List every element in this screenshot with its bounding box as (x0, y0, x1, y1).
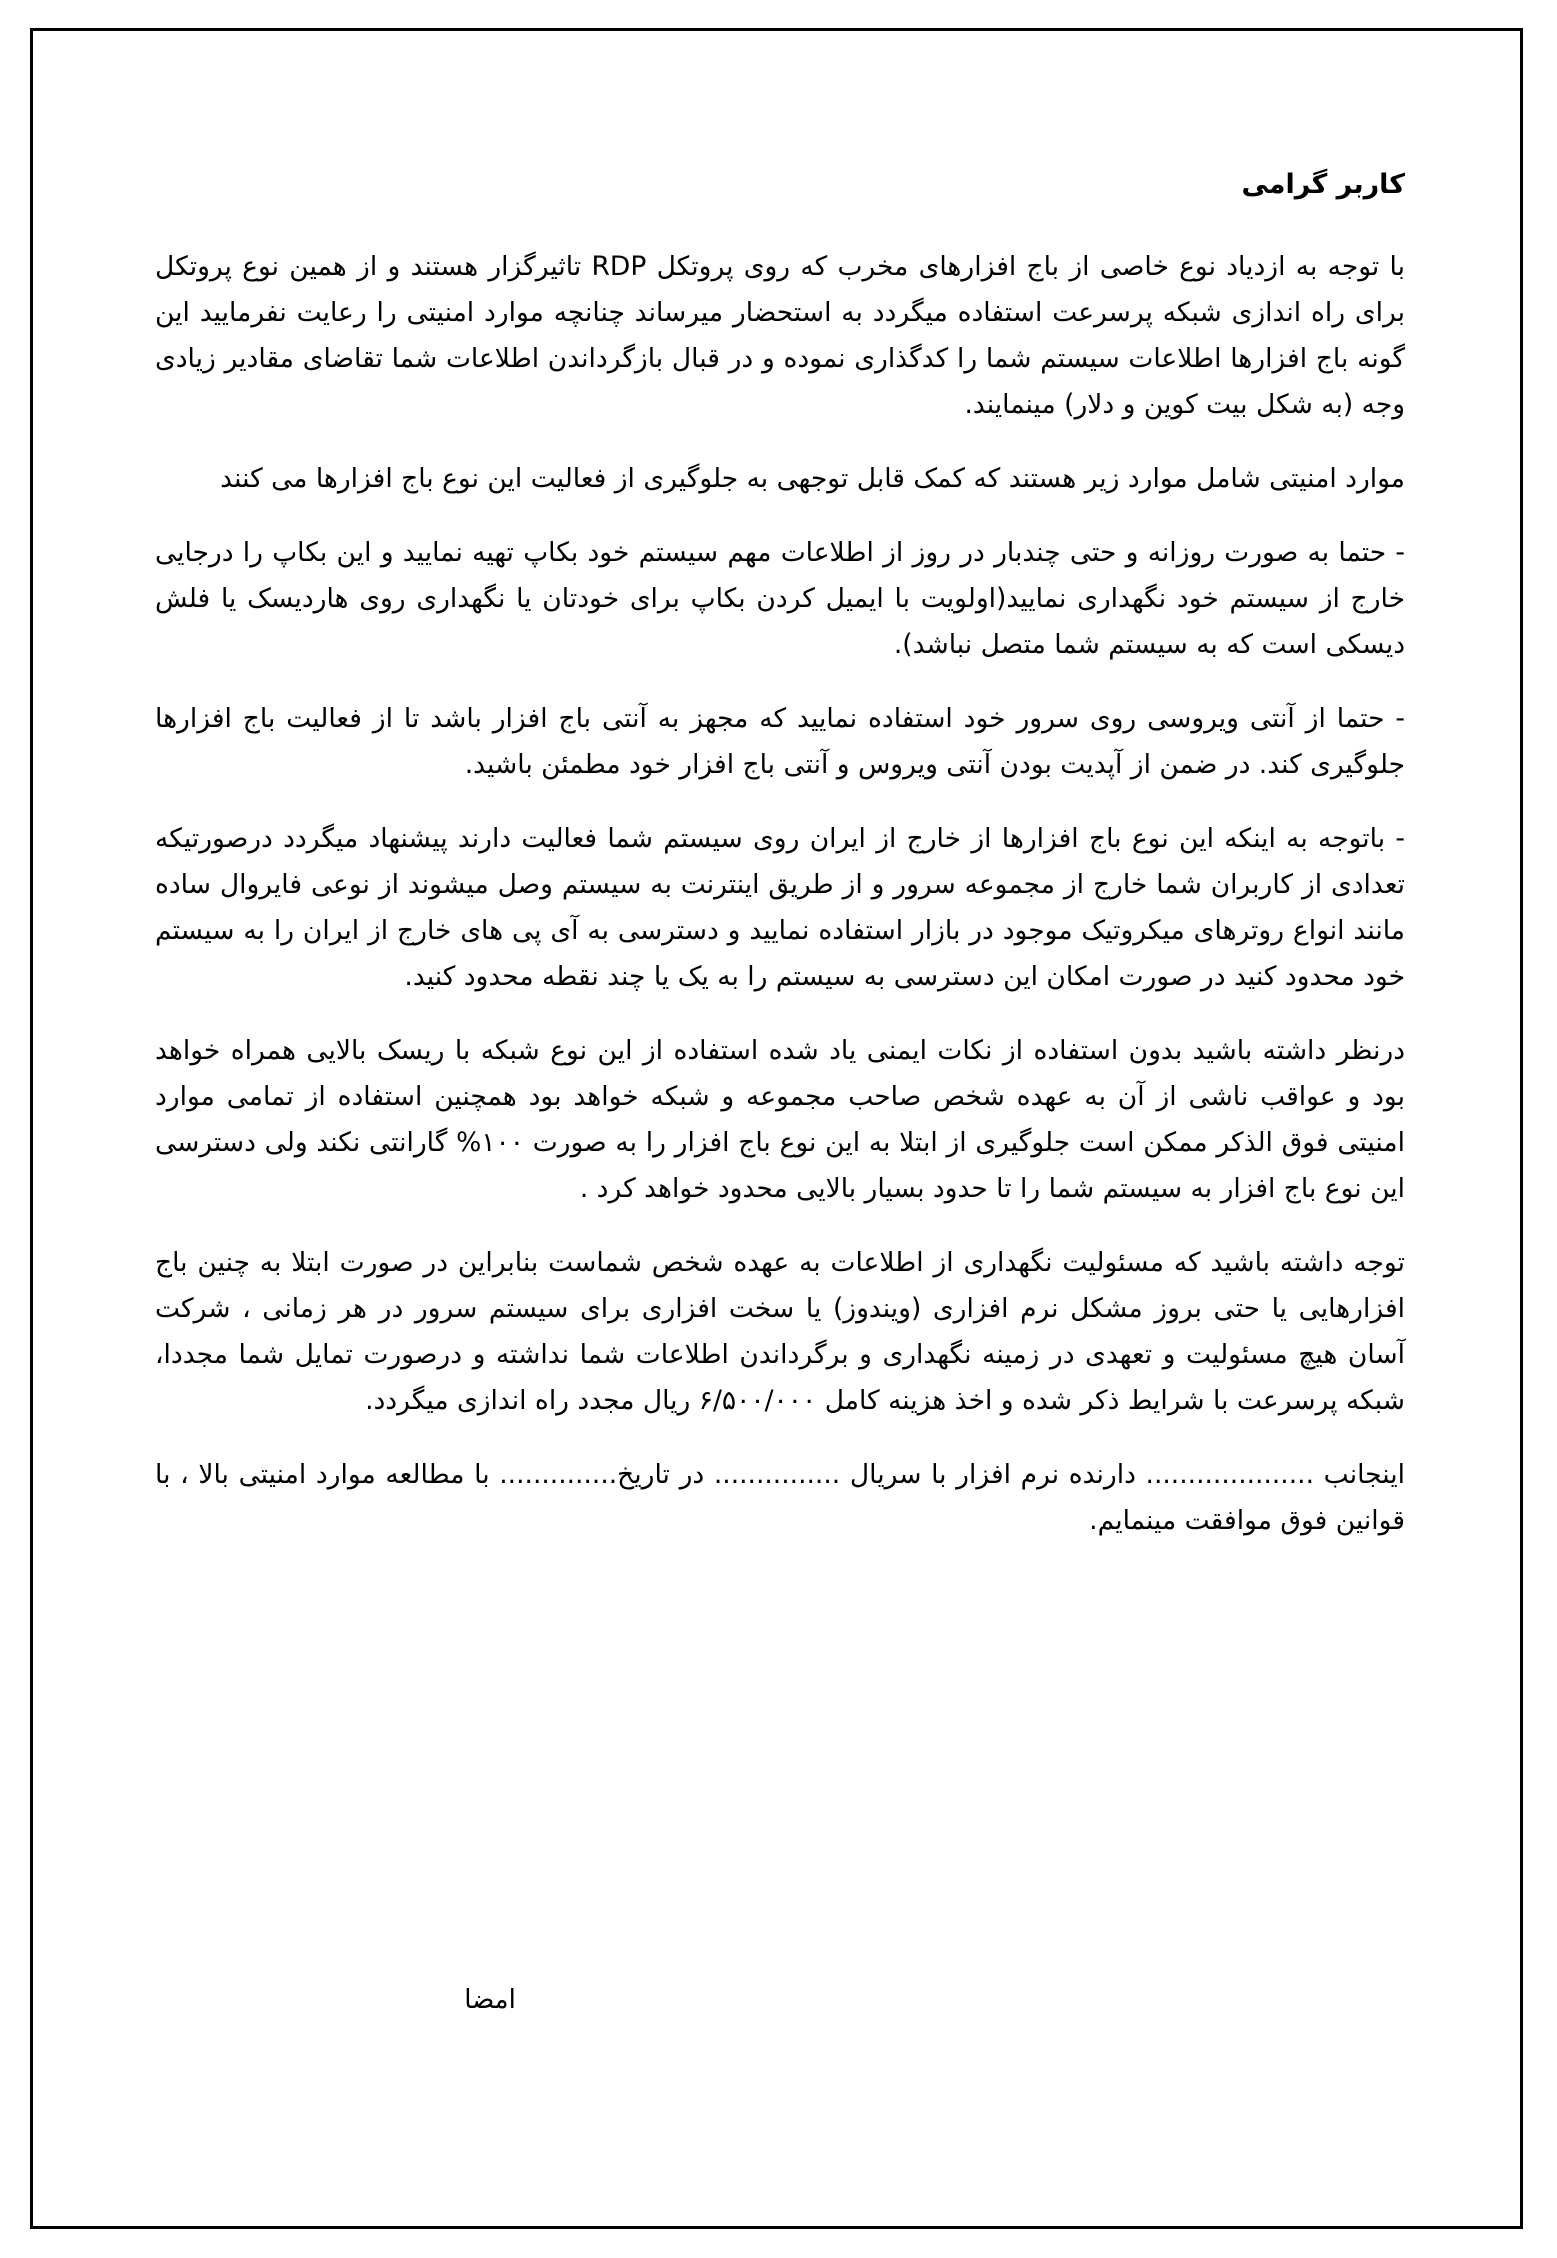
paragraph-intro: با توجه به ازدیاد نوع خاصی از باج افزارهای مخرب که روی پروتکل RDP تاثیرگزار هستند و از همین نوع پروتکل برای راه اندازی شبکه پرسرعت استفاده میگردد به استحضار میرساند چنانچه موارد امنیتی را رعایت نفرمایید این گونه باج افزارها اطلاعات سیستم شما را کدگذاری نموده و در قبال بازگرداندن اطلاعات شما تقاضای مقادیر زیادی وجه (به شکل بیت کوین و دلار) مینمایند. (155, 251, 1406, 420)
paragraph-antivirus: - حتما از آنتی ویروسی روی سرور خود استفاده نمایید که مجهز به آنتی باج افزار باشد تا از فعالیت باج افزارها جلوگیری کند. در ضمن از آپدیت بودن آنتی ویروس و آنتی باج افزار خود مطمئن باشید. (155, 703, 1405, 780)
letter-salutation: کاربر گرامی (1241, 169, 1405, 200)
letter-body (155, 162, 1405, 1572)
paragraph-backup: - حتما به صورت روزانه و حتی چندبار در روز از اطلاعات مهم سیستم خود بکاپ تهیه نمایید و این بکاپ را درجایی خارج از سیستم خود نگهداری نمایید(اولویت با ایمیل کردن بکاپ برای خودتان یا نگهداری روی هاردیسک یا فلش دیسکی است که به سیستم شما متصل نباشد). (155, 537, 1405, 660)
paragraph-risk-warning: درنظر داشته باشید بدون استفاده از نکات ایمنی یاد شده استفاده از این نوع شبکه با ریسک بالایی همراه خواهد بود و عواقب ناشی از آن به عهده شخص صاحب مجموعه و شبکه خواهد بود همچنین استفاده از تمامی موارد امنیتی فوق الذکر ممکن است جلوگیری از ابتلا به این نوع باج افزار را به صورت ۱۰۰% گارانتی نکند ولی دسترسی این نوع باج افزار به سیستم شما را تا حدود بسیار بالایی محدود خواهد کرد . (155, 1035, 1405, 1204)
paragraph-agreement: اینجانب .................... دارنده نرم افزار با سریال ............... در تاریخ.............. با مطالعه موارد امنیتی بالا ، با قوانین فوق موافقت مینمایم. (155, 1459, 1405, 1536)
paragraph-responsibility: توجه داشته باشید که مسئولیت نگهداری از اطلاعات به عهده شخص شماست بنابراین در صورت ابتلا به چنین باج افزارهایی یا حتی بروز مشکل نرم افزاری (ویندوز) یا سخت افزاری برای سیستم سرور در هر زمانی ، شرکت آسان هیچ مسئولیت و تعهدی در زمینه نگهداری و برگرداندن اطلاعات شما نداشته و درصورت تمایل شما مجددا، شبکه پرسرعت با شرایط ذکر شده و اخذ هزینه کامل ۶/۵۰۰/۰۰۰ ریال مجدد راه اندازی میگردد. (155, 1247, 1405, 1416)
paragraph-measures-intro: موارد امنیتی شامل موارد زیر هستند که کمک قابل توجهی به جلوگیری از فعالیت این نوع باج افزارها می کنند (220, 463, 1405, 494)
signature-label: امضا (464, 1985, 516, 2015)
paragraph-firewall: - باتوجه به اینکه این نوع باج افزارها از خارج از ایران روی سیستم شما فعالیت دارند پیشنهاد میگردد درصورتیکه تعدادی از کاربران شما خارج از مجموعه سرور و از طریق اینترنت به سیستم وصل میشوند از نوعی فایروال ساده مانند انواع روترهای میکروتیک موجود در بازار استفاده نمایید و دسترسی به آی پی های خارج از ایران را به سیستم خود محدود کنید در صورت امکان این دسترسی به سیستم را به یک یا چند نقطه محدود کنید. (155, 823, 1405, 992)
